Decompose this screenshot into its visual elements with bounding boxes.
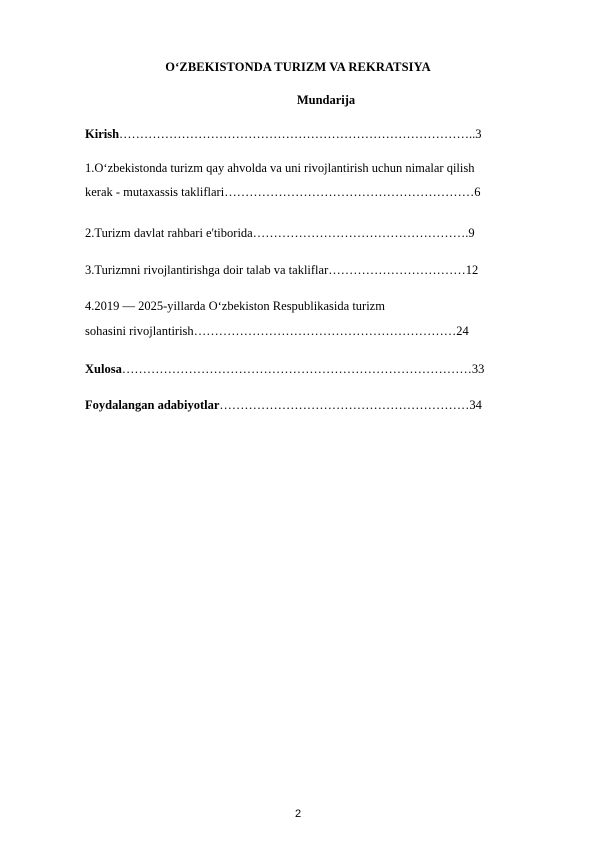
document-title: O‘ZBEKISTONDA TURIZM VA REKRATSIYA [165, 60, 431, 74]
toc-entry-label: 2.Turizm davlat rahbari e'tiborida [85, 226, 253, 240]
toc-heading: Mundarija [296, 93, 356, 107]
toc-entry-label: sohasini rivojlantirish [85, 324, 194, 338]
toc-entry-page: 34 [469, 398, 482, 412]
toc-entry-leader: ……………………………………………………… [193, 324, 457, 338]
toc-entry-leader: …………………………………………………… [219, 398, 470, 412]
toc-entry-page: .3 [472, 127, 482, 141]
toc-entry-3[interactable] [85, 262, 478, 278]
toc-entry-label: Xulosa [85, 362, 122, 376]
toc-entry-page: 24 [456, 324, 469, 338]
toc-entry-1-line1: 1.O‘zbekistonda turizm qay ahvolda va uni rivojlantirish uchun nimalar qilish [85, 161, 475, 175]
toc-entry-label: kerak - mutaxassis takliflari [85, 185, 225, 199]
toc-entry-4[interactable] [85, 323, 469, 339]
toc-entry-conclusion[interactable] [85, 361, 484, 377]
toc-entry-2[interactable] [85, 225, 475, 241]
toc-entry-page: 12 [465, 263, 479, 277]
toc-entry-label: 3.Turizmni rivojlantirishga doir talab va takliflar [85, 263, 329, 277]
toc-entry-4-line1: 4.2019 — 2025-yillarda O‘zbekiston Respublikasida turizm [85, 299, 385, 313]
toc-entry-references[interactable] [85, 397, 482, 413]
toc-entry-page: 9 [468, 226, 475, 240]
toc-entry-1[interactable] [85, 184, 480, 200]
toc-entry-introduction[interactable] [85, 126, 482, 142]
toc-entry-leader: …………………………………………………………………………. [119, 127, 473, 141]
toc-entry-leader: …………………………………………………… [224, 185, 475, 199]
page-number: 2 [294, 808, 302, 820]
toc-entry-leader: …………………………… [328, 263, 466, 277]
toc-entry-page: 6 [474, 185, 481, 199]
toc-entry-page: 33 [471, 362, 485, 376]
toc-entry-label: Kirish [85, 127, 120, 141]
toc-entry-leader: ………………………………………………………………………… [121, 362, 472, 376]
toc-entry-label: Foydalangan adabiyotlar [85, 398, 220, 412]
toc-entry-leader: ……………………………………………. [252, 226, 469, 240]
